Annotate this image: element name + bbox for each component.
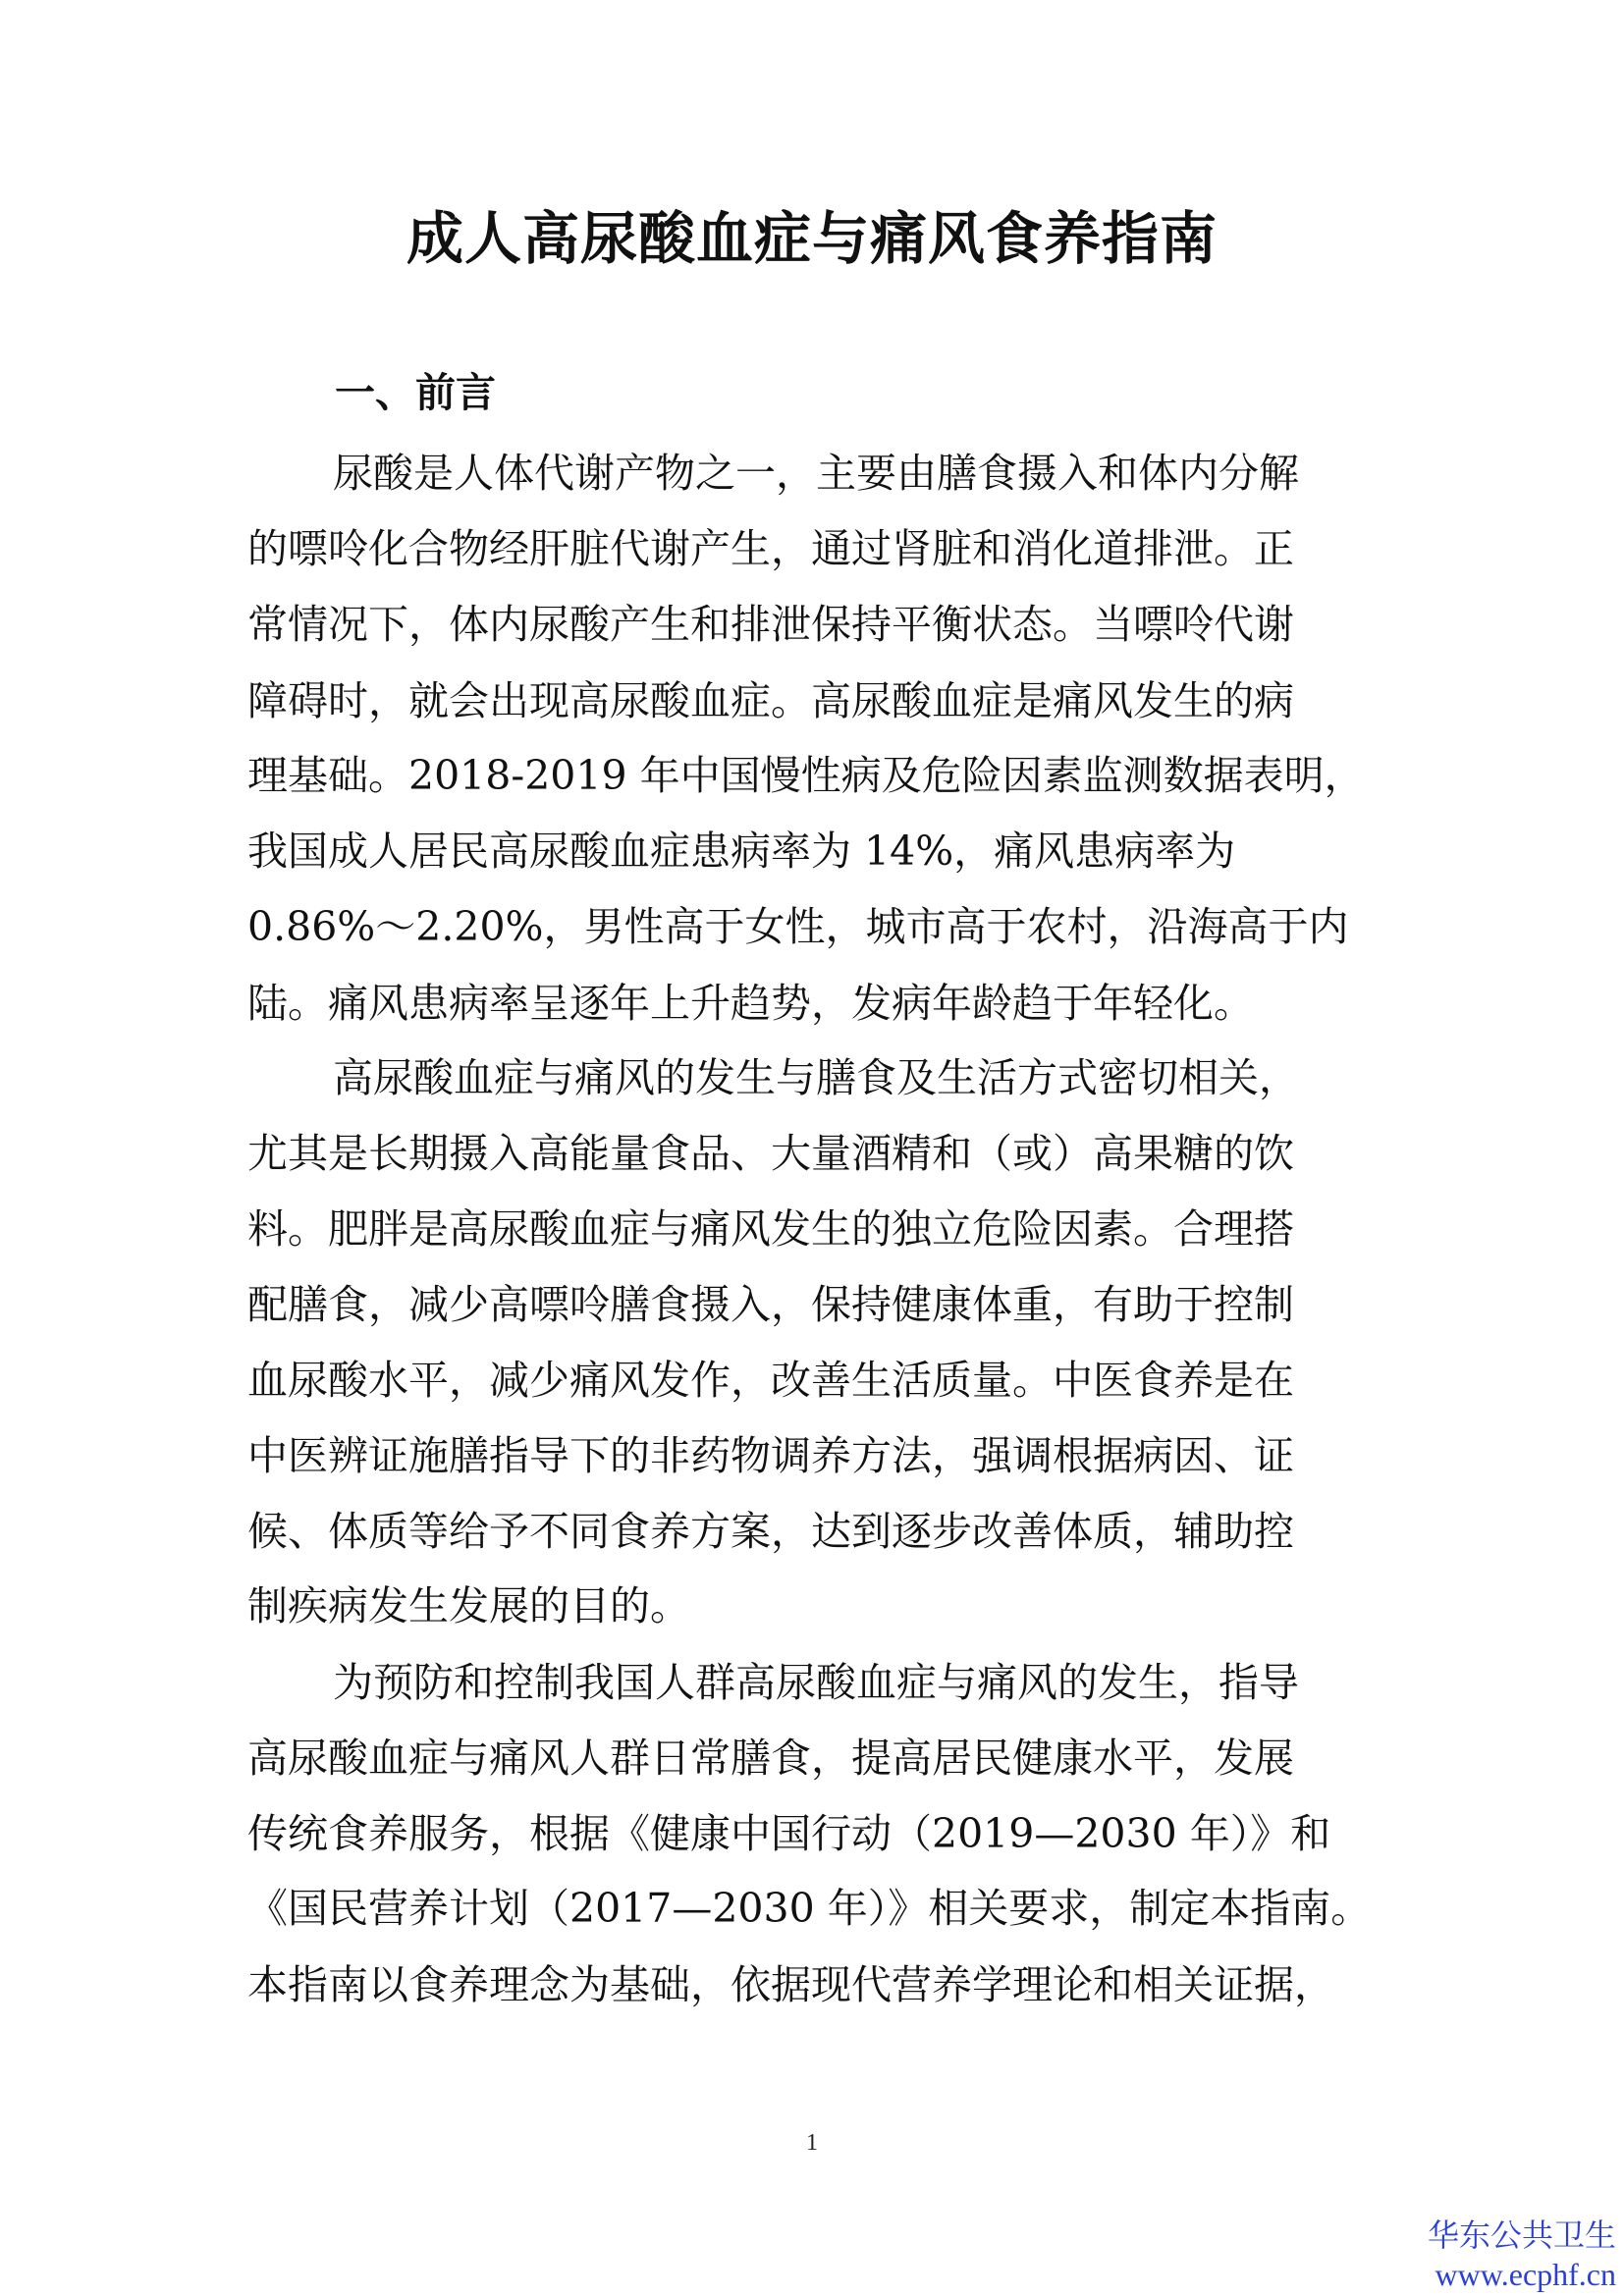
- document-title: 成人高尿酸血症与痛风食养指南: [406, 205, 1218, 272]
- paragraph-line: 高尿酸血症与痛风人群日常膳食，提高居民健康水平，发展: [247, 1735, 1294, 1782]
- paragraph-line: 障碍时，就会出现高尿酸血症。高尿酸血症是痛风发生的病: [247, 677, 1294, 724]
- section-heading: 一、前言: [335, 369, 496, 416]
- paragraph-line: 传统食养服务，根据《健康中国行动（2019—2030 年）》和: [247, 1810, 1331, 1857]
- paragraph-line: 0.86%～2.20%，男性高于女性，城市高于农村，沿海高于内: [247, 903, 1349, 950]
- watermark-name: 华东公共卫生: [1427, 2216, 1616, 2254]
- paragraph-line: 常情况下，体内尿酸产生和排泄保持平衡状态。当嘌呤代谢: [247, 601, 1294, 648]
- paragraph-line: 中医辨证施膳指导下的非药物调养方法，强调根据病因、证: [247, 1432, 1294, 1479]
- paragraph-line: 制疾病发生发展的目的。: [247, 1582, 690, 1629]
- paragraph-line: 配膳食，减少高嘌呤膳食摄入，保持健康体重，有助于控制: [247, 1281, 1294, 1328]
- paragraph-line: 尿酸是人体代谢产物之一，主要由膳食摄入和体内分解: [333, 450, 1299, 497]
- paragraph-line: 尤其是长期摄入高能量食品、大量酒精和（或）高果糖的饮: [247, 1130, 1294, 1177]
- watermark-url: www.ecphf.cn: [1435, 2257, 1616, 2292]
- paragraph-line: 候、体质等给予不同食养方案，达到逐步改善体质，辅助控: [247, 1508, 1294, 1555]
- paragraph-line: 《国民营养计划（2017—2030 年）》相关要求，制定本指南。: [247, 1885, 1372, 1932]
- paragraph-line: 为预防和控制我国人群高尿酸血症与痛风的发生，指导: [333, 1659, 1299, 1706]
- paragraph-line: 陆。痛风患病率呈逐年上升趋势，发病年龄趋于年轻化。: [247, 980, 1254, 1027]
- paragraph-line: 血尿酸水平，减少痛风发作，改善生活质量。中医食养是在: [247, 1357, 1294, 1404]
- paragraph-line: 我国成人居民高尿酸血症患病率为 14%，痛风患病率为: [247, 828, 1236, 875]
- paragraph-line: 的嘌呤化合物经肝脏代谢产生，通过肾脏和消化道排泄。正: [247, 525, 1294, 572]
- paragraph-line: 高尿酸血症与痛风的发生与膳食及生活方式密切相关，: [333, 1054, 1299, 1101]
- paragraph-line: 理基础。2018-2019 年中国慢性病及危险因素监测数据表明，: [247, 752, 1365, 799]
- paragraph-line: 本指南以食养理念为基础，依据现代营养学理论和相关证据，: [247, 1961, 1334, 2008]
- paragraph-line: 料。肥胖是高尿酸血症与痛风发生的独立危险因素。合理搭: [247, 1205, 1294, 1253]
- page-number: 1: [806, 2130, 818, 2156]
